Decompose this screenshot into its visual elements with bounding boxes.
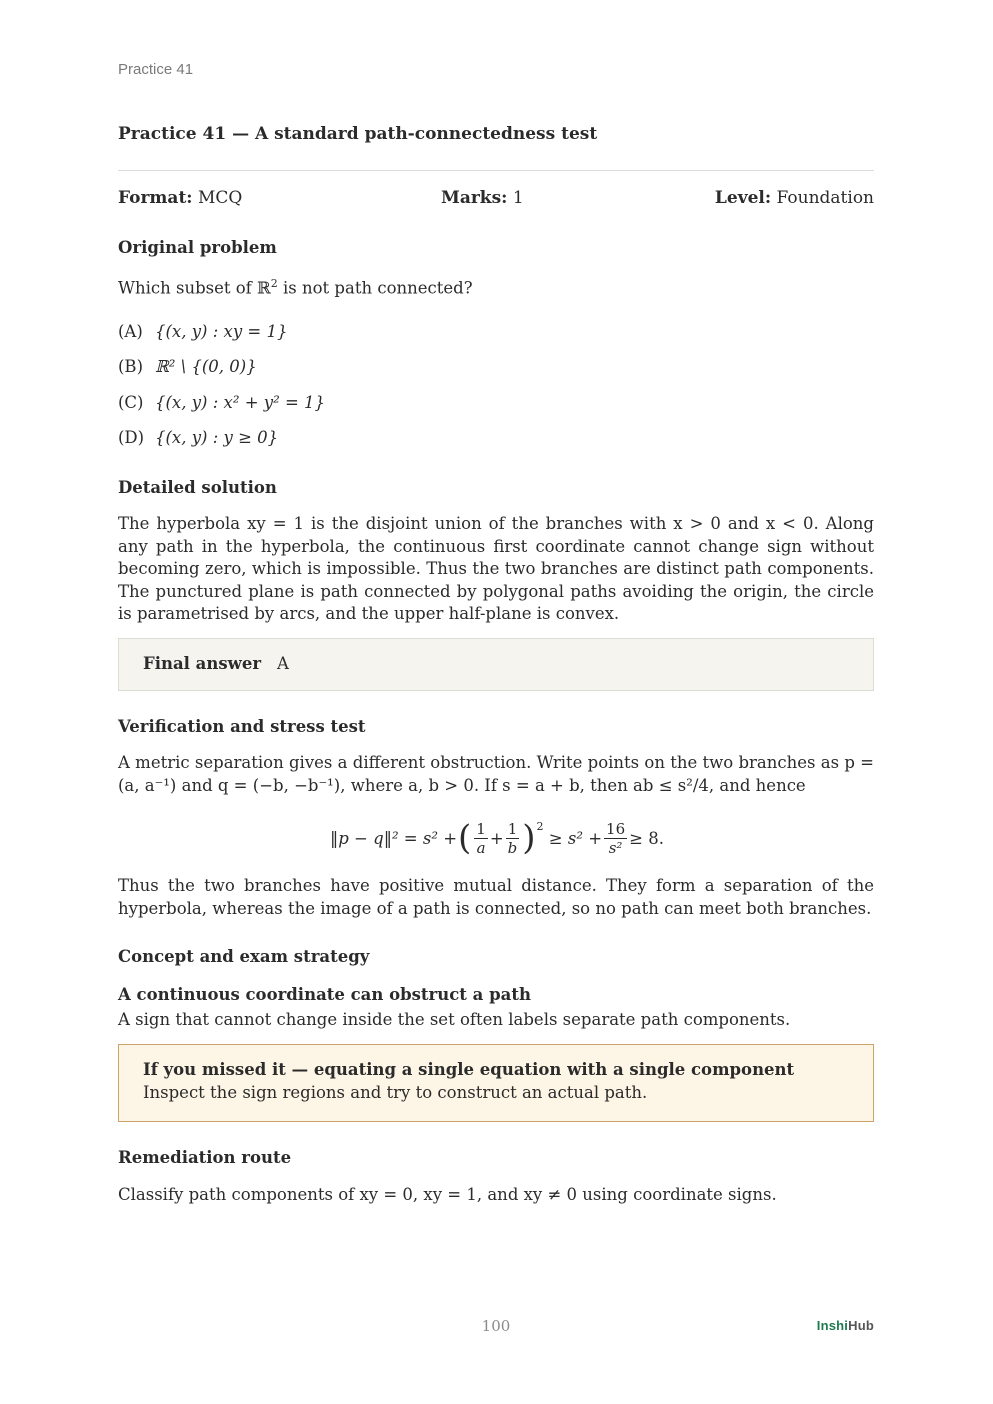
remediation-text: Classify path components of xy = 0, xy = 1, and xy ≠ 0 using coordinate signs. [118,1185,777,1204]
missed-it-text: Inspect the sign regions and try to construct an actual path. [143,1083,648,1102]
brand-logo [817,1318,874,1333]
original-problem-heading: Original problem [118,238,277,257]
fraction-1-over-a [474,820,488,857]
title-divider [118,170,874,171]
missed-it-box [118,1044,874,1122]
page-number: 100 [481,1317,511,1335]
option-d [118,428,278,447]
meta-row [118,188,874,210]
concept-text: A sign that cannot change inside the set often labels separate path components. [118,1010,791,1029]
option-label: (D) [118,428,145,447]
final-answer-box [118,638,874,691]
solution-text: The hyperbola xy = 1 is the disjoint union of the branches with x > 0 and x < 0. Along any path in the hyperbola, the continuous first coordinate cannot change sign without becoming zero, which is impossible. Thus the two branches are distinct path components. The punctured plane is path connected by polygonal paths avoiding the origin, the circle is parametrised by arcs, and the upper half-plane is convex. [118,514,874,624]
detailed-solution-heading: Detailed solution [118,478,277,497]
plus-sign: + [489,828,504,848]
option-b [118,357,257,376]
brand-part-1: Inshi [816,1318,849,1333]
marks-label: Marks: [441,188,508,208]
format-value: MCQ [197,188,243,208]
final-answer-label: Final answer [143,654,262,673]
fraction-1-over-b [506,820,520,857]
equation-tail: ≥ 8. [629,828,664,848]
question-exponent: 2 [270,277,278,290]
fraction-16-over-s2 [604,820,627,857]
option-text: ℝ² \ {(0, 0)} [155,357,257,376]
remediation-heading: Remediation route [118,1148,292,1167]
marks-value: 1 [512,188,524,208]
option-label: (A) [118,322,143,341]
marks-field [441,188,524,208]
equation-line [330,814,664,862]
fraction-denominator: s² [608,838,623,857]
format-label: Format: [118,188,193,208]
question-text [118,273,874,300]
level-value: Foundation [776,188,874,208]
verification-intro: A metric separation gives a different obstruction. Write points on the two branches as p = (a, a⁻¹) and q = (−b, −b⁻¹), where a, b > 0. If s = a + b, then ab ≤ s²/4, and hence [118,753,874,795]
format-field [118,188,242,208]
equation-lhs: ‖p − q‖² = s² + [330,828,458,848]
verification-heading: Verification and stress test [118,717,366,736]
fraction-numerator: 16 [606,819,626,838]
squared-exponent: 2 [536,819,544,833]
page-title: Practice 41 — A standard path-connectedness test [118,124,598,144]
verification-outro: Thus the two branches have positive mutual distance. They form a separation of the hyperbola, whereas the image of a path is connected, so no path can meet both branches. [118,876,874,918]
option-c [118,393,325,412]
question-suffix: is not path connected? [277,278,473,298]
concept-subheading: A continuous coordinate can obstruct a path [118,985,531,1004]
level-label: Level: [714,188,772,208]
equation-bound: ≥ s² + [548,828,603,848]
level-field [715,188,874,208]
brand-part-2: Hub [848,1318,874,1333]
option-text: {(x, y) : xy = 1} [155,322,288,341]
option-label: (B) [118,357,143,376]
fraction-numerator: 1 [476,819,486,838]
option-label: (C) [118,393,144,412]
fraction-numerator: 1 [507,819,518,838]
fraction-denominator: a [476,838,486,857]
left-paren: ( [458,818,472,858]
missed-it-title: If you missed it — equating a single equation with a single component [143,1060,795,1079]
option-a [118,322,287,341]
final-answer-value: A [277,654,289,673]
display-equation [118,814,874,862]
question-prefix: Which subset of ℝ [118,278,271,298]
right-paren: ) [522,818,536,858]
concept-heading: Concept and exam strategy [118,947,370,966]
fraction-denominator: b [507,838,518,857]
option-text: {(x, y) : y ≥ 0} [155,428,279,447]
running-header: Practice 41 [118,61,194,78]
option-text: {(x, y) : x² + y² = 1} [155,393,326,412]
